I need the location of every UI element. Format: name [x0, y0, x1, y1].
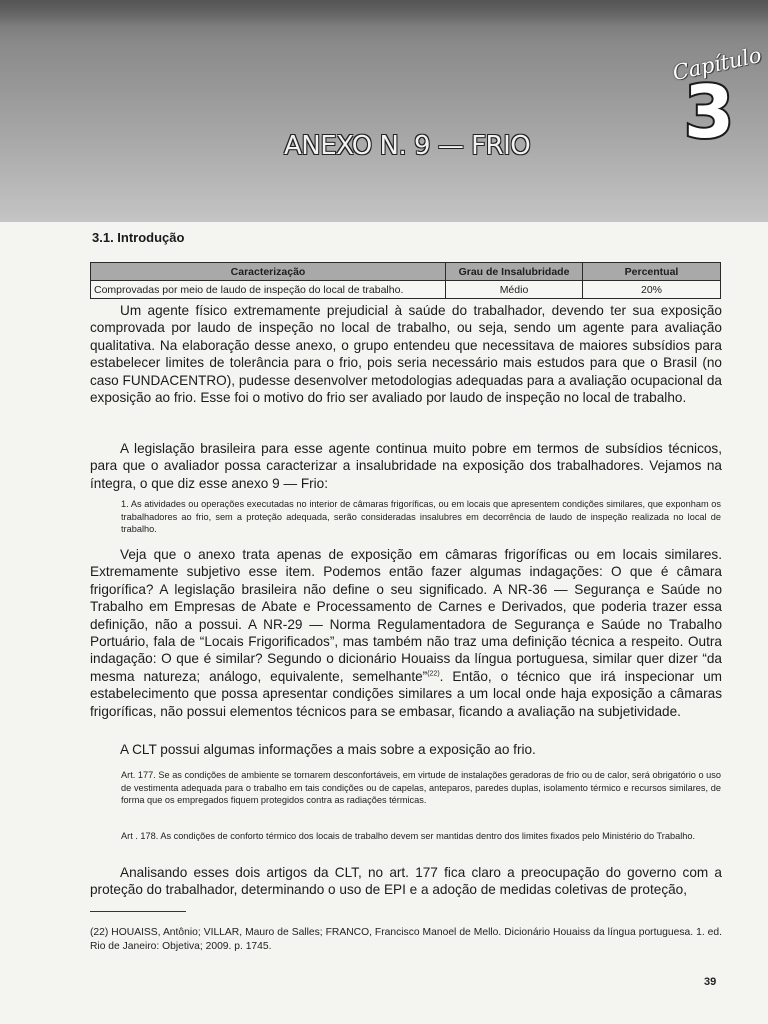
- chapter-label: Capítulo: [670, 42, 764, 86]
- table-header-row: [91, 263, 721, 281]
- paragraph-text: A CLT possui algumas informações a mais sobre a exposição ao frio.: [120, 742, 536, 757]
- paragraph: [90, 440, 722, 492]
- paragraph: [90, 302, 722, 406]
- block-quote: 1. As atividades ou operações executadas no interior de câmaras frigoríficas, ou em locais que apresentem condições similares, que exponham os trabalhadores ao frio, sem a proteção adequada, serão consideradas insalubres em decorrência de laudo de inspeção realizada no local de trabalho.: [121, 499, 721, 535]
- paragraph: [90, 864, 722, 899]
- paragraph: [90, 546, 722, 720]
- table-row: [91, 281, 721, 299]
- section-heading: 3.1. Introdução: [92, 230, 185, 245]
- footnote-reference: (22): [427, 670, 440, 678]
- table-cell: 20%: [583, 281, 721, 299]
- chapter-number: 3: [684, 70, 735, 154]
- chapter-header-band: [0, 0, 768, 222]
- table-cell: Comprovadas por meio de laudo de inspeção do local de trabalho.: [91, 281, 446, 299]
- table-header-cell: Grau de Insalubridade: [446, 263, 583, 281]
- paragraph-text: Veja que o anexo trata apenas de exposição em câmaras frigoríficas ou em locais similares. Extremamente subjetivo esse item. Podemos então fazer algumas indagações: O que é câmara frigorífica? A legislação brasileira não define o seu significado. A NR-36 — Segurança e Saúde no Trabalho em Empresas de Abate e Processamento de Carnes e Derivados, que poderia trazer essa definição, não a possui. A NR-29 — Norma Regulamentadora de Segurança e Saúde no Trabalho Portuário, fala de “Locais Frigorificados”, mas também não traz uma definição técnica a respeito. Outra indagação: O que é similar? Segundo o dicionário Houaiss da língua portuguesa, similar quer dizer “da mesma natureza; análogo, equivalente, semelhante”: [90, 547, 722, 684]
- footnote-divider: [90, 911, 186, 912]
- block-quote: Art. 177. Se as condições de ambiente se tornarem desconfortáveis, em virtude de instalações geradoras de frio ou de calor, será obrigatório o uso de vestimenta adequada para o trabalho em tais condições ou de capelas, anteparos, paredes duplas, isolamento térmico e recursos similares, de forma que os empregados fiquem protegidos contra as radiações térmicas.: [121, 770, 721, 806]
- paragraph-text: A legislação brasileira para esse agente continua muito pobre em termos de subsídios técnicos, para que o avaliador possa caracterizar a insalubridade na exposição dos trabalhadores. Vejamos na íntegra, o que diz esse anexo 9 — Frio:: [90, 441, 722, 491]
- table-cell: Médio: [446, 281, 583, 299]
- block-quote: Art . 178. As condições de conforto térmico dos locais de trabalho devem ser mantidas dentro dos limites fixados pelo Ministério do Trabalho.: [121, 831, 696, 841]
- paragraph: [90, 741, 722, 758]
- paragraph-text: . Então, o técnico que irá inspecionar um estabelecimento que possa apresentar condições similares a um local onde haja exposição a câmaras frigoríficas, não possui elementos técnicos para se embasar, ficando a avaliação na subjetividade.: [90, 668, 722, 719]
- table-header-cell: Caracterização: [91, 263, 446, 281]
- insalubrity-table: [90, 262, 721, 299]
- page-number: 39: [704, 976, 717, 988]
- footnote: (22) HOUAISS, Antônio; VILLAR, Mauro de Salles; FRANCO, Francisco Manoel de Mello. Dicionário Houaiss da língua portuguesa. 1. ed. Rio de Janeiro: Objetiva; 2009. p. 1745.: [90, 927, 722, 952]
- chapter-title: ANEXO N. 9 — FRIO: [284, 131, 531, 161]
- table-header-cell: Percentual: [583, 263, 721, 281]
- paragraph-text: Um agente físico extremamente prejudicial à saúde do trabalhador, devendo ter sua exposição comprovada por laudo de inspeção no local de trabalho, ou seja, sendo um agente para avaliação qualitativa. Na elaboração desse anexo, o grupo entendeu que necessitava de maiores subsídios para estabelecer limites de tolerância para o frio, pois seria necessário mais estudos para que o Brasil (no caso FUNDACENTRO), pudesse desenvolver metodologias adequadas para a avaliação ocupacional da exposição ao frio. Esse foi o motivo do frio ser avaliado por laudo de inspeção no local de trabalho.: [90, 303, 722, 406]
- paragraph-text: Analisando esses dois artigos da CLT, no art. 177 fica claro a preocupação do governo com a proteção do trabalhador, determinando o uso de EPI e a adoção de medidas coletivas de proteção,: [90, 865, 722, 898]
